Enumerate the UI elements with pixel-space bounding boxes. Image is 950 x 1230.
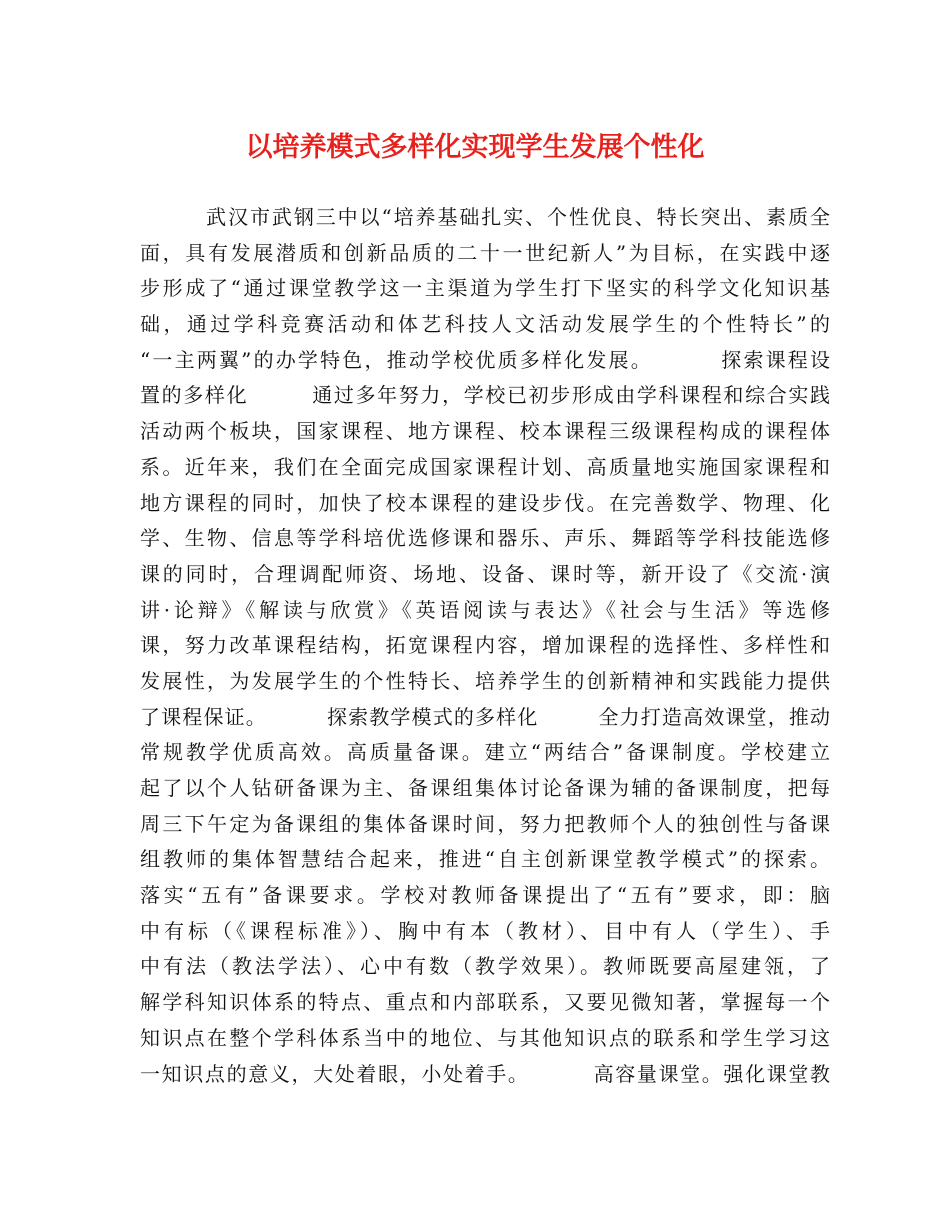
body-line: 组教师的集体智慧结合起来，推进“自主创新课堂教学模式”的探索。 bbox=[140, 847, 830, 872]
body-line: 步形成了“通过课堂教学这一主渠道为学生打下坚实的科学文化知识基 bbox=[140, 276, 830, 301]
body-line: 武汉市武钢三中以“培养基础扎实、个性优良、特长突出、素质全 bbox=[140, 205, 830, 229]
body-line: 课，努力改革课程结构，拓宽课程内容，增加课程的选择性、多样性和 bbox=[140, 633, 830, 658]
body-line: 常规教学优质高效。高质量备课。建立“两结合”备课制度。学校建立 bbox=[140, 740, 830, 765]
body-line: 解学科知识体系的特点、重点和内部联系，又要见微知著，掌握每一个 bbox=[140, 990, 830, 1015]
body-line: 落实“五有”备课要求。学校对教师备课提出了“五有”要求，即：脑 bbox=[140, 883, 830, 908]
body-line: 一知识点的意义，大处着眼，小处着手。 高容量课堂。强化课堂教 bbox=[140, 1061, 830, 1086]
body-line: 发展性，为发展学生的个性特长、培养学生的创新精神和实践能力提供 bbox=[140, 668, 830, 693]
document-body bbox=[140, 200, 830, 1092]
body-line: 活动两个板块，国家课程、地方课程、校本课程三级课程构成的课程体 bbox=[140, 419, 830, 444]
body-line: 起了以个人钻研备课为主、备课组集体讨论备课为辅的备课制度，把每 bbox=[140, 776, 830, 800]
body-line: 讲·论辩》《解读与欣赏》《英语阅读与表达》《社会与生活》等选修 bbox=[140, 597, 830, 622]
body-line: 础，通过学科竞赛活动和体艺科技人文活动发展学生的个性特长”的 bbox=[140, 312, 830, 337]
body-line: 置的多样化 通过多年努力，学校已初步形成由学科课程和综合实践 bbox=[140, 383, 830, 408]
body-line: 知识点在整个学科体系当中的地位、与其他知识点的联系和学生学习这 bbox=[140, 1025, 830, 1050]
body-line: 地方课程的同时，加快了校本课程的建设步伐。在完善数学、物理、化 bbox=[140, 490, 830, 515]
body-line: 了课程保证。 探索教学模式的多样化 全力打造高效课堂，推动 bbox=[140, 704, 830, 729]
body-line: 系。近年来，我们在全面完成国家课程计划、高质量地实施国家课程和 bbox=[140, 454, 830, 479]
body-line: 中有法（教法学法）、心中有数（教学效果）。教师既要高屋建瓴，了 bbox=[140, 954, 830, 979]
body-line: 课的同时，合理调配师资、场地、设备、课时等，新开设了《交流·演 bbox=[140, 561, 830, 586]
body-line: 面，具有发展潜质和创新品质的二十一世纪新人”为目标，在实践中逐 bbox=[140, 240, 830, 265]
body-line: 周三下午定为备课组的集体备课时间，努力把教师个人的独创性与备课 bbox=[140, 811, 830, 836]
body-line: “一主两翼”的办学特色，推动学校优质多样化发展。 探索课程设 bbox=[140, 347, 830, 372]
document-title: 以培养模式多样化实现学生发展个性化 bbox=[245, 132, 705, 163]
body-line: 中有标（《课程标准》）、胸中有本（教材）、目中有人（学生）、手 bbox=[140, 918, 830, 943]
body-line: 学、生物、信息等学科培优选修课和器乐、声乐、舞蹈等学科技能选修 bbox=[140, 526, 830, 551]
